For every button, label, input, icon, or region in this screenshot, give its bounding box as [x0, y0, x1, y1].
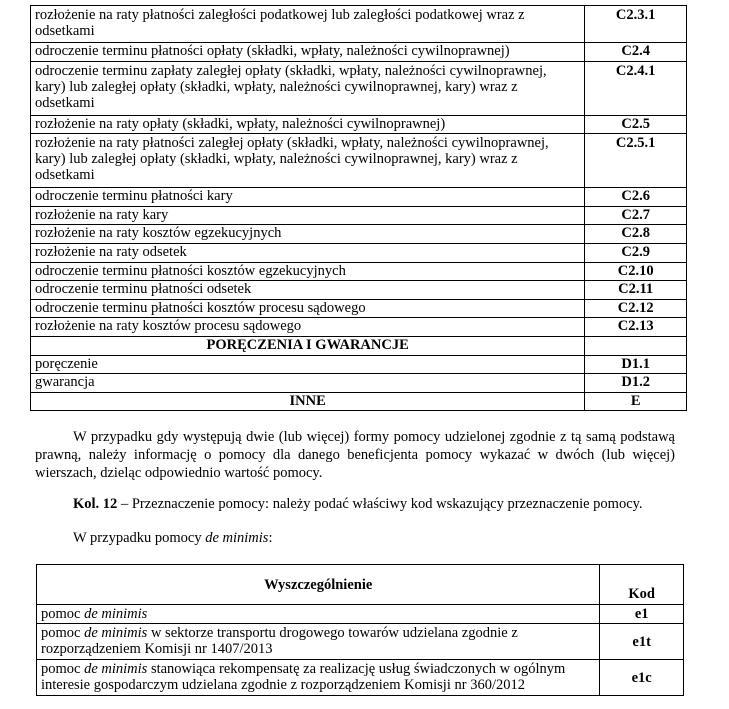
row-description [37, 624, 600, 660]
row-description: odroczenie terminu płatności kosztów procesu sądowego [31, 299, 585, 318]
row-code: C2.4 [585, 43, 687, 62]
aid-form-codes-table [30, 5, 687, 411]
table-header-row [37, 565, 684, 605]
desc-italic: de minimis [84, 606, 148, 622]
table-row [31, 206, 687, 225]
intro-italic: de minimis [205, 530, 269, 546]
paragraph-de-minimis-intro [73, 529, 683, 547]
row-description: odroczenie terminu płatności kosztów egzekucyjnych [31, 262, 585, 281]
row-code: e1c [600, 660, 684, 696]
row-description [37, 605, 600, 624]
intro-text: W przypadku pomocy [73, 530, 206, 546]
table-row [31, 115, 687, 134]
row-code: C2.7 [585, 206, 687, 225]
table-row [37, 624, 684, 660]
row-code: C2.12 [585, 299, 687, 318]
row-code: C2.11 [585, 281, 687, 300]
row-description: rozłożenie na raty opłaty (składki, wpłaty, należności cywilnoprawnej) [31, 115, 585, 134]
table-row [31, 225, 687, 244]
section-heading-other: INNE [31, 392, 585, 411]
table-row [31, 374, 687, 393]
section-row-other [31, 392, 687, 411]
desc-italic: de minimis [84, 661, 148, 677]
row-code: C2.13 [585, 318, 687, 337]
row-code: C2.9 [585, 243, 687, 262]
row-code: D1.1 [585, 355, 687, 374]
row-code: D1.2 [585, 374, 687, 393]
table-row [31, 43, 687, 62]
row-description: rozłożenie na raty płatności zaległości podatkowej lub zaległości podatkowej wraz z odsetkami [31, 6, 585, 43]
row-description: rozłożenie na raty odsetek [31, 243, 585, 262]
table-row [31, 61, 687, 115]
row-code: e1t [600, 624, 684, 660]
row-code: C2.10 [585, 262, 687, 281]
header-description: Wyszczególnienie [37, 565, 600, 605]
section-empty-code [585, 336, 687, 355]
row-description: gwarancja [31, 374, 585, 393]
row-code: C2.3.1 [585, 6, 687, 43]
row-description: rozłożenie na raty płatności zaległej opłaty (składki, wpłaty, należności cywilnoprawnej, kary) lub zaległej opłaty (składki, wpłaty, należności cywilnoprawnej, kary) wraz z odsetkami [31, 134, 585, 188]
header-code: Kod [600, 565, 684, 605]
column-description: – Przeznaczenie pomocy: należy podać właściwy kod wskazujący przeznaczenie pomocy. [117, 496, 643, 512]
paragraph-multiple-forms: W przypadku gdy występują dwie (lub więcej) formy pomocy udzielonej zgodnie z tą samą podstawą prawną, należy informację o pomocy dla danego beneficjenta pomocy wykazać w dwóch (lub więcej) wierszach, dzieląc odpowiednio wartość pomocy. [35, 429, 675, 481]
row-description: odroczenie terminu płatności odsetek [31, 281, 585, 300]
row-description: odroczenie terminu płatności kary [31, 188, 585, 207]
row-code: E [585, 392, 687, 411]
desc-pre: pomoc [41, 606, 85, 622]
table-row [31, 243, 687, 262]
desc-italic: de minimis [84, 625, 148, 641]
section-row-guarantees [31, 336, 687, 355]
section-heading-guarantees: PORĘCZENIA I GWARANCJE [31, 336, 585, 355]
table-row [31, 355, 687, 374]
desc-post: w sektorze transportu drogowego towarów udzielana zgodnie z rozporządzeniem Komisji nr 1407/2013 [41, 625, 518, 657]
row-code: C2.6 [585, 188, 687, 207]
row-description [37, 660, 600, 696]
table-row [31, 134, 687, 188]
table-row [37, 605, 684, 624]
row-description: odroczenie terminu zapłaty zaległej opłaty (składki, wpłaty, należności cywilnoprawnej, kary) lub zaległej opłaty (składki, wpłaty, należności cywilnoprawnej, kary) wraz z odsetkami [31, 61, 585, 115]
intro-tail: : [268, 530, 273, 546]
row-description: odroczenie terminu płatności opłaty (składki, wpłaty, należności cywilnoprawnej) [31, 43, 585, 62]
row-code: C2.5 [585, 115, 687, 134]
paragraph-column-12 [73, 495, 683, 513]
table-row [31, 318, 687, 337]
row-code: C2.4.1 [585, 61, 687, 115]
table-row [31, 262, 687, 281]
desc-pre: pomoc [41, 661, 85, 677]
row-description: poręczenie [31, 355, 585, 374]
row-code: e1 [600, 605, 684, 624]
row-code: C2.5.1 [585, 134, 687, 188]
de-minimis-codes-table [36, 564, 684, 696]
table-row [31, 281, 687, 300]
table-row [31, 188, 687, 207]
table-row [31, 6, 687, 43]
table-row [31, 299, 687, 318]
column-label: Kol. 12 [73, 496, 118, 512]
row-description: rozłożenie na raty kosztów egzekucyjnych [31, 225, 585, 244]
row-description: rozłożenie na raty kary [31, 206, 585, 225]
row-code: C2.8 [585, 225, 687, 244]
table-row [37, 660, 684, 696]
desc-pre: pomoc [41, 625, 85, 641]
row-description: rozłożenie na raty kosztów procesu sądowego [31, 318, 585, 337]
desc-post: stanowiąca rekompensatę za realizację usług świadczonych w ogólnym interesie gospodarczym udzielana zgodnie z rozporządzeniem Komisji nr 360/2012 [41, 661, 566, 693]
